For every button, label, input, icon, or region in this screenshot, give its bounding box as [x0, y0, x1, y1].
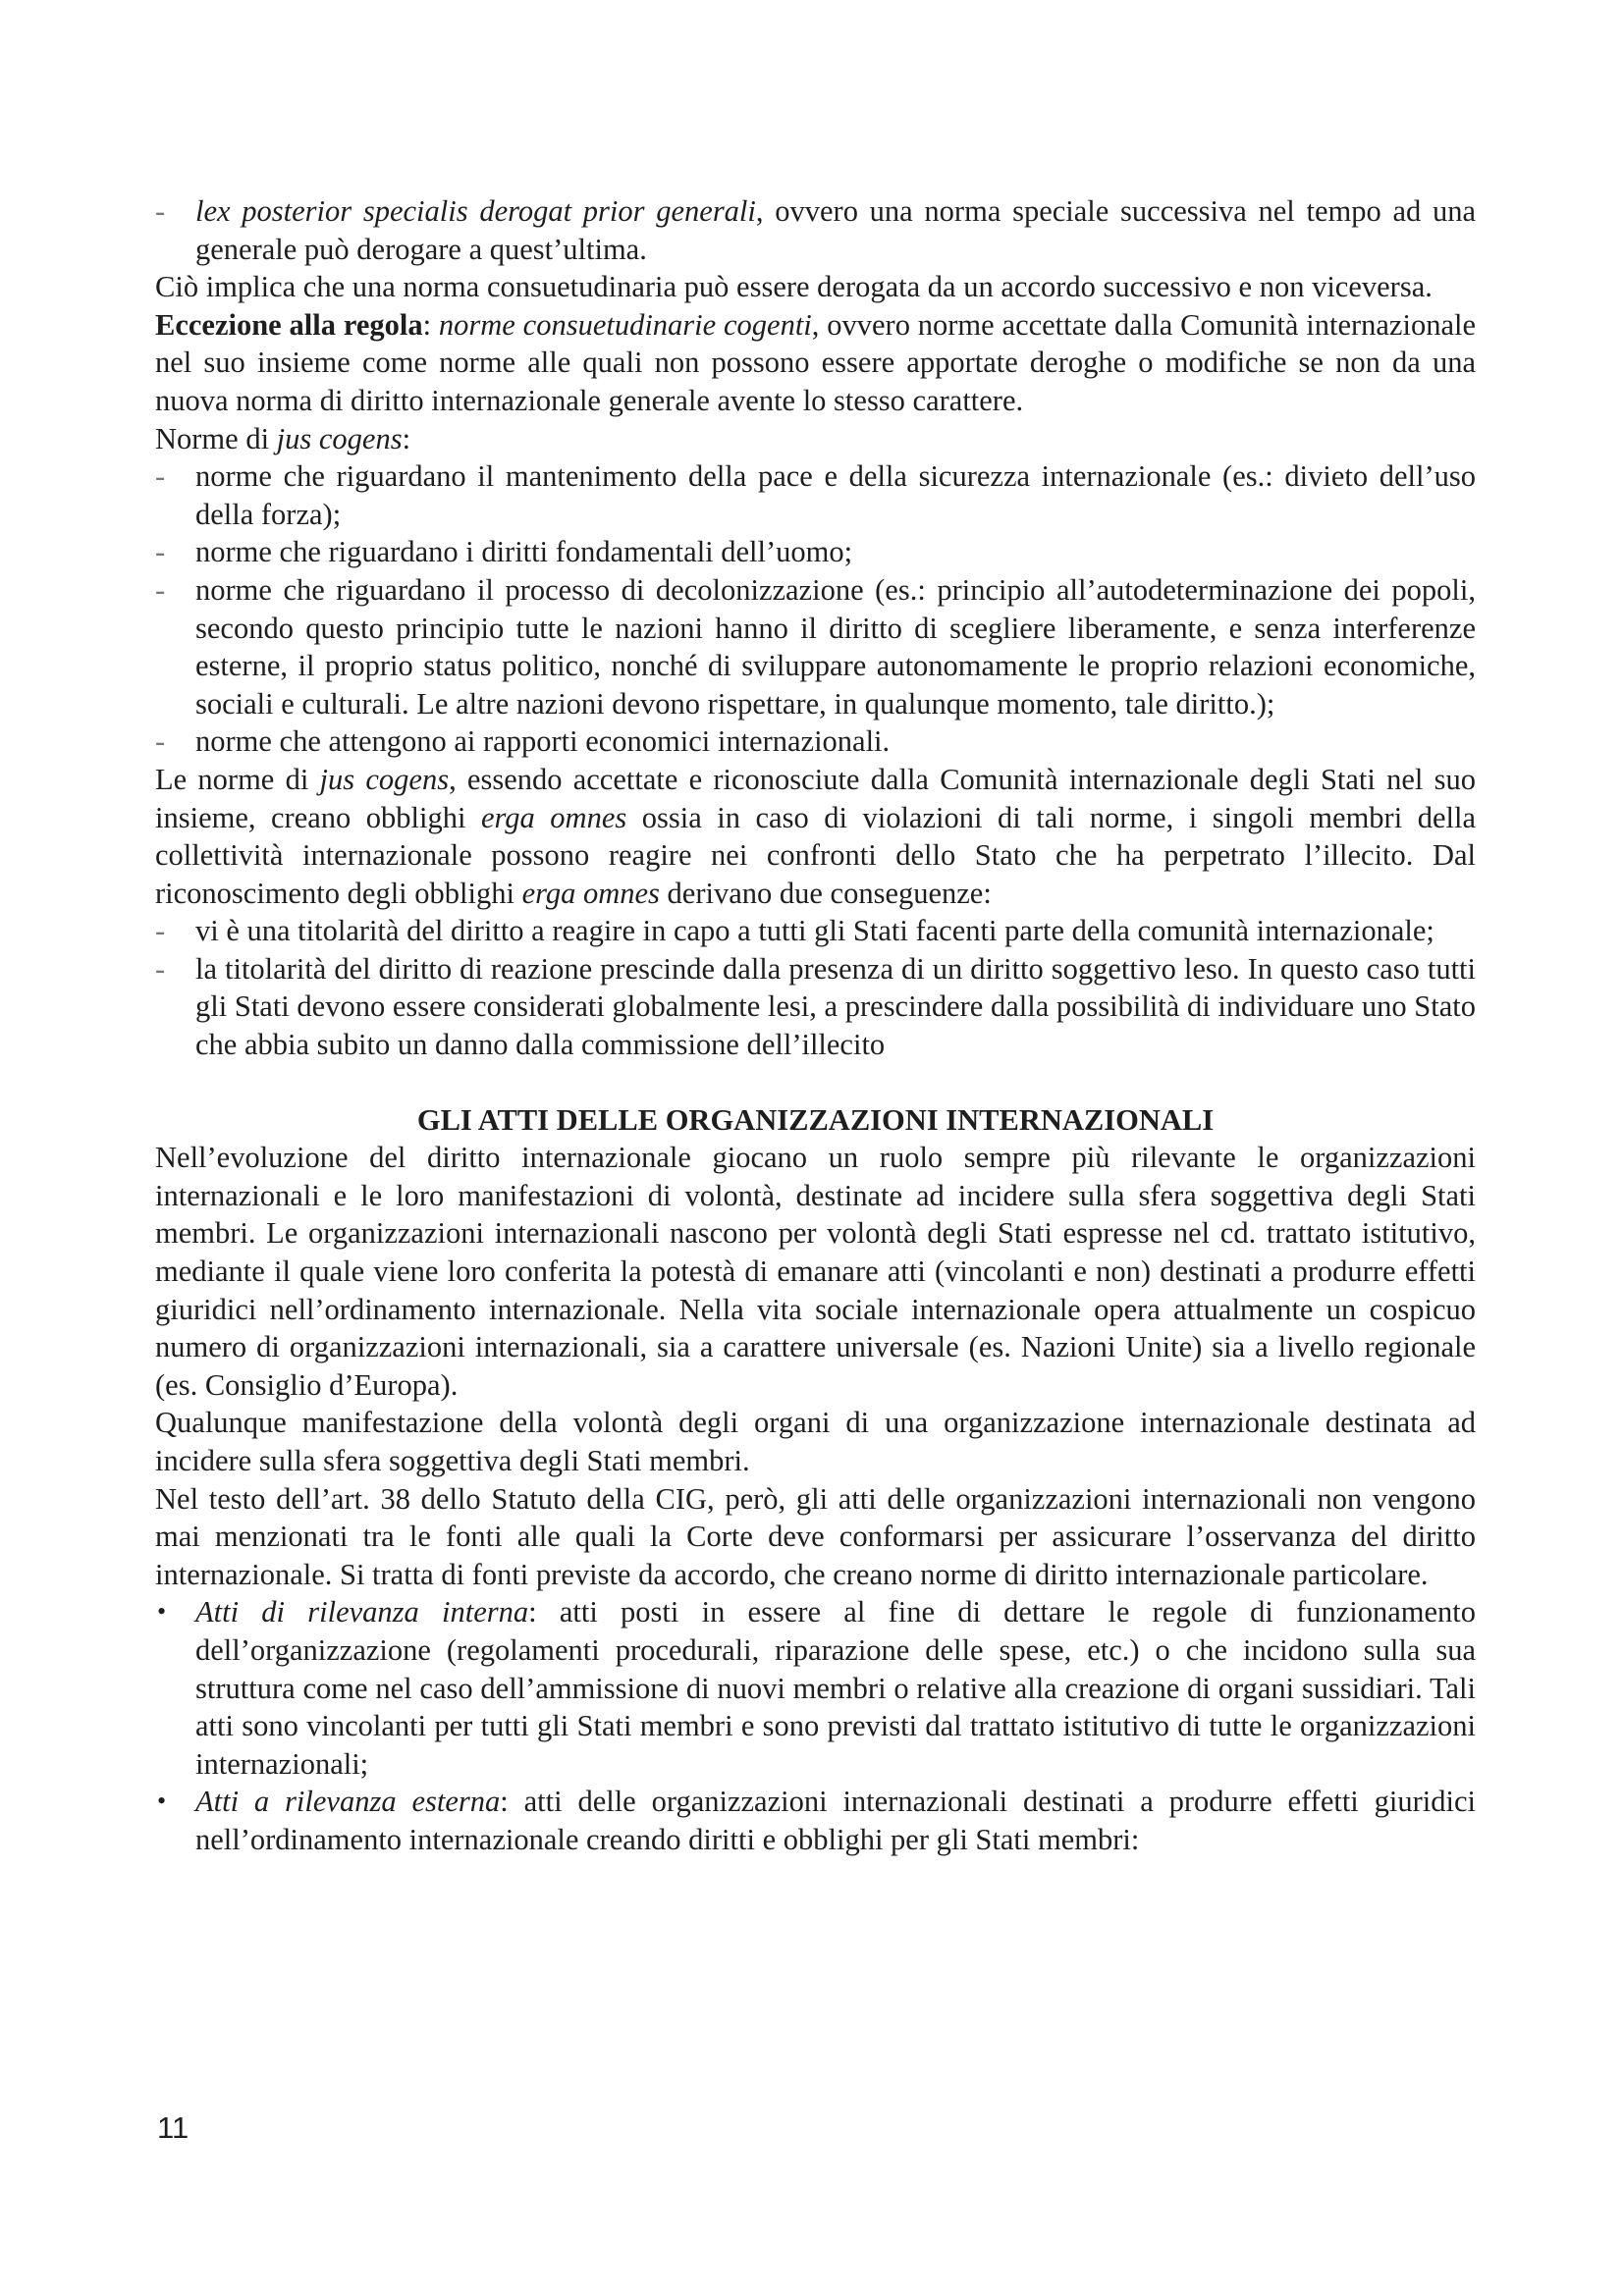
jus-cogens-list — [155, 457, 1476, 761]
list-item-text: norme che riguardano i diritti fondamentali dell’uomo; — [195, 535, 853, 569]
list-item-text: : atti delle organizzazioni internazionali destinati a produrre effetti giuridici nell’ordinamento internazionale creando diritti e obblighi per gli Stati membri: — [195, 1785, 1476, 1856]
page-number: 11 — [157, 2110, 189, 2145]
erga-omnes-paragraph — [155, 761, 1476, 912]
paragraph: Ciò implica che una norma consuetudinaria può essere derogata da un accordo successivo e non viceversa. — [155, 270, 1433, 304]
heading-text: Norme di — [155, 421, 277, 455]
dash-marker: - — [155, 459, 166, 494]
exception-paragraph — [155, 306, 1476, 420]
list-item-text: , ovvero una norma speciale successiva nel tempo ad una generale può derogare a quest’ultima. — [195, 194, 1477, 266]
heading-colon: : — [402, 421, 411, 455]
paragraph-text: , essendo accettate e riconosciute dalla Comunità internazionale degli Stati nel suo insieme, creano obblighi — [155, 762, 1476, 834]
paragraph-text: derivano due conseguenze: — [659, 876, 992, 910]
italic-term: norme consuetudinarie cogenti — [438, 307, 812, 342]
italic-term: erga omnes — [521, 876, 660, 910]
list-item — [155, 1783, 1476, 1858]
list-item — [155, 192, 1476, 268]
list-item-text: norme che attengono ai rapporti economici internazionali. — [195, 724, 891, 759]
list-item — [155, 950, 1476, 1064]
list-item-text: vi è una titolarità del diritto a reagire in capo a tutti gli Stati facenti parte della comunità internazionale; — [195, 914, 1434, 948]
italic-term: jus cogens — [319, 762, 450, 796]
derogation-rule-list — [155, 192, 1476, 268]
bold-term: Eccezione alla regola — [155, 307, 423, 342]
bullet-marker: • — [157, 1787, 167, 1816]
consequences-list — [155, 912, 1476, 1063]
paragraph-text: Le norme di — [155, 762, 320, 796]
acts-list — [155, 1593, 1476, 1858]
dash-marker: - — [155, 194, 166, 228]
latin-maxim: lex posterior specialis derogat prior generali — [195, 194, 756, 228]
jus-cogens-heading — [155, 420, 1476, 458]
paragraph-text: ossia in caso di violazioni di tali norme, i singoli membri della collettività internazionale possono reagire nei confronti dello Stato che ha perpetrato l’illecito. Dal riconoscimento degli obblighi — [155, 800, 1476, 910]
list-item-text: norme che riguardano il mantenimento della pace e della sicurezza internazionale (es.: divieto dell’uso della forza); — [195, 459, 1476, 531]
italic-term: Atti di rilevanza interna — [195, 1595, 529, 1629]
list-item — [155, 722, 1476, 761]
paragraph-text: , ovvero norme accettate dalla Comunità internazionale nel suo insieme come norme alle quali non possono essere apportate deroghe o modifiche se non da una nuova norma di diritto internazionale generale avente lo stesso carattere. — [155, 307, 1476, 417]
dash-marker: - — [155, 572, 166, 607]
italic-term: erga omnes — [481, 800, 627, 834]
list-item-text: la titolarità del diritto di reazione prescinde dalla presenza di un diritto soggettivo leso. In questo caso tutti gli Stati devono essere considerati globalmente lesi, a prescindere dalla possibilità di individuare uno Stato che abbia subito un danno dalla commissione dell’illecito — [195, 951, 1476, 1062]
italic-term: Atti a rilevanza esterna — [195, 1785, 501, 1819]
section-heading: GLI ATTI DELLE ORGANIZZAZIONI INTERNAZIONALI — [416, 1102, 1215, 1137]
dash-marker: - — [155, 951, 166, 986]
paragraph: Nel testo dell’art. 38 dello Statuto della CIG, però, gli atti delle organizzazioni internazionali non vengono mai menzionati tra le fonti alle quali la Corte deve conformarsi per assicurare l’osservanza del diritto internazionale. Si tratta di fonti previste da accordo, che creano norme di diritto internazionale particolare. — [155, 1481, 1476, 1591]
bullet-marker: • — [157, 1597, 167, 1627]
document-page — [155, 192, 1476, 1859]
paragraph: Qualunque manifestazione della volontà degli organi di una organizzazione internazionale destinata ad incidere sulla sfera soggettiva degli Stati membri. — [155, 1406, 1476, 1477]
list-item — [155, 571, 1476, 722]
dash-marker: - — [155, 535, 166, 569]
list-item — [155, 912, 1476, 950]
dash-marker: - — [155, 724, 166, 759]
italic-term: jus cogens — [276, 421, 403, 455]
dash-marker: - — [155, 914, 166, 948]
list-item — [155, 1593, 1476, 1783]
list-item — [155, 533, 1476, 571]
separator: : — [422, 307, 439, 342]
paragraph: Nell’evoluzione del diritto internazionale giocano un ruolo sempre più rilevante le organizzazioni internazionali e le loro manifestazioni di volontà, destinate ad incidere sulla sfera soggettiva degli Stati membri. Le organizzazioni internazionali nascono per volontà degli Stati espresse nel cd. trattato istitutivo, mediante il quale viene loro conferita la potestà di emanare atti (vincolanti e non) destinati a produrre effetti giuridici nell’ordinamento internazionale. Nella vita sociale internazionale opera attualmente un cospicuo numero di organizzazioni internazionali, sia a carattere universale (es. Nazioni Unite) sia a livello regionale (es. Consiglio d’Europa). — [155, 1141, 1476, 1402]
list-item — [155, 457, 1476, 533]
list-item-text: : atti posti in essere al fine di dettare le regole di funzionamento dell’organizzazione (regolamenti procedurali, riparazione delle spese, etc.) o che incidono sulla sua struttura come nel caso dell’ammissione di nuovi membri o relative alla creazione di organi sussidiari. Tali atti sono vincolanti per tutti gli Stati membri e sono previsti dal trattato istitutivo di tutte le organizzazioni internazionali; — [195, 1595, 1476, 1781]
list-item-text: norme che riguardano il processo di decolonizzazione (es.: principio all’autodeterminazione dei popoli, secondo questo principio tutte le nazioni hanno il diritto di scegliere liberamente, e senza interferenze esterne, il proprio status politico, nonché di sviluppare autonomamente le proprio relazioni economiche, sociali e culturali. Le altre nazioni devono rispettare, in qualunque momento, tale diritto.); — [195, 572, 1476, 721]
